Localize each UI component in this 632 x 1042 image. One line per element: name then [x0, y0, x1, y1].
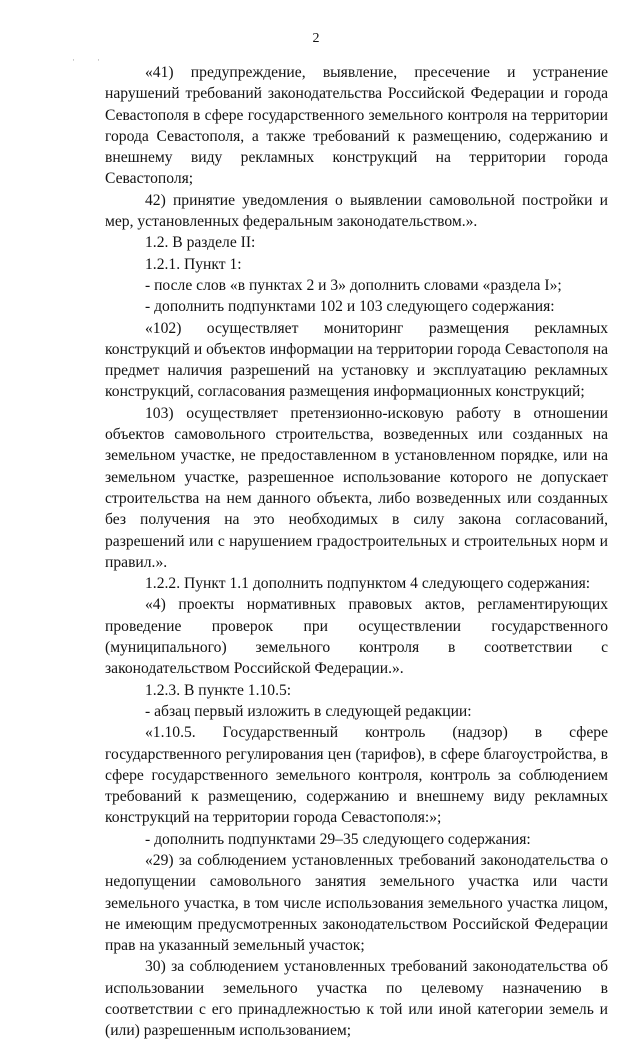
paragraph: 103) осуществляет претензионно-исковую работу в отношении объектов самовольного строительства, возведенных или созданных на земельном участке, не предоставленном в установленном порядке, или на земельном участке, разрешенное использование которого не допускает строительства на нем данного объекта, либо возведенных или созданных без получения на это необходимых в силу закона согласований, разрешений или с нарушением градостроительных и строительных норм и правил.».	[105, 404, 608, 571]
paragraph: 1.2.3. В пункте 1.10.5:	[145, 681, 292, 699]
paragraph: 30) за соблюдением установленных требований законодательства об использовании земельного участка по целевому назначению в соответствии с его принадлежностью к той или иной категории земель и (или) разрешенным использованием;	[105, 958, 608, 1040]
paragraph: - дополнить подпунктами 102 и 103 следующего содержания:	[145, 298, 555, 316]
paragraph: - после слов «в пунктах 2 и 3» дополнить словами «раздела I»;	[145, 276, 562, 294]
paragraph: 1.2.1. Пункт 1:	[145, 255, 242, 273]
paragraph: - абзац первый изложить в следующей редакции:	[145, 702, 472, 720]
margin-mark: ·	[72, 55, 75, 65]
paragraph: 1.2. В разделе II:	[145, 234, 256, 252]
paragraph: 42) принятие уведомления о выявлении самовольной постройки и мер, установленных федеральным законодательством.».	[105, 191, 608, 231]
document-body	[105, 62, 608, 1042]
paragraph: «41) предупреждение, выявление, пресечение и устранение нарушений требований законодательства Российской Федерации и города Севастополя в сфере государственного земельного контроля на территории города Севастополя, а также требований к размещению, содержанию и внешнему виду рекламных конструкций на территории города Севастополя;	[105, 64, 608, 188]
paragraph: 1.2.2. Пункт 1.1 дополнить подпунктом 4 следующего содержания:	[145, 575, 591, 593]
margin-mark: ·	[97, 55, 100, 65]
paragraph: «1.10.5. Государственный контроль (надзор) в сфере государственного регулирования цен (тарифов), в сфере благоустройства, в сфере государственного земельного контроля, контроль за соблюдением требований к размещению, содержанию и внешнему виду рекламных конструкций на территории города Севастополя:»;	[105, 724, 608, 827]
paragraph: «102) осуществляет мониторинг размещения рекламных конструкций и объектов информации на территории города Севастополя на предмет наличия разрешений на установку и эксплуатацию рекламных конструкций, согласования размещения информационных конструкций;	[105, 319, 608, 401]
page-number: 2	[312, 31, 320, 46]
paragraph: «4) проекты нормативных правовых актов, регламентирующих проведение проверок при осуществлении государственного (муниципального) земельного контроля в соответствии с законодательством Российской Федерации.».	[105, 596, 608, 678]
paragraph: - дополнить подпунктами 29–35 следующего содержания:	[145, 830, 531, 848]
paragraph: «29) за соблюдением установленных требований законодательства о недопущении самовольного занятия земельного участка или части земельного участка, в том числе использования земельного участка лицом, не имеющим предусмотренных законодательством Российской Федерации прав на указанный земельный участок;	[105, 851, 608, 955]
